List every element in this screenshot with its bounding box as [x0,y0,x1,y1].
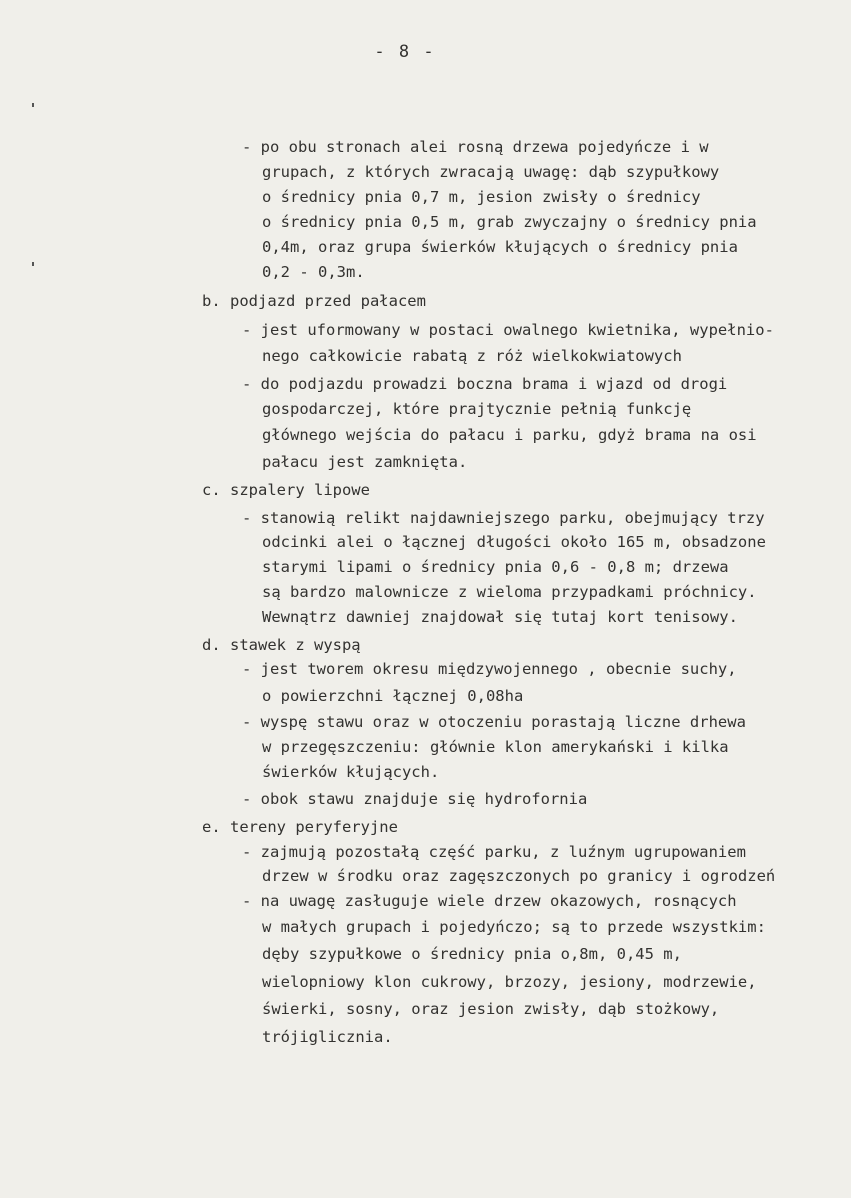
page-number: - 8 - [374,42,436,62]
section-heading: c. szpalery lipowe [202,481,370,499]
text-line: 0,4m, oraz grupa świerków kłujących o średnicy pnia [262,238,738,256]
text-line: - stanowią relikt najdawniejszego parku, obejmujący trzy [242,509,765,527]
text-line: - obok stawu znajduje się hydrofornia [242,790,588,808]
text-line: gospodarczej, które prajtycznie pełnią funkcję [262,400,692,418]
section-heading: d. stawek z wyspą [202,636,361,654]
text-line: o powierzchni łącznej 0,08ha [262,687,524,705]
text-line: - wyspę stawu oraz w otoczeniu porastają liczne drhewa [242,713,746,731]
text-line: nego całkowicie rabatą z róż wielkokwiatowych [262,347,682,365]
text-line: drzew w środku oraz zagęszczonych po granicy i ogrodzeń [262,867,776,885]
text-line: świerki, sosny, oraz jesion zwisły, dąb stożkowy, [262,1000,720,1018]
text-line: w przegęszczeniu: głównie klon amerykański i kilka [262,738,729,756]
text-line: o średnicy pnia 0,7 m, jesion zwisły o średnicy [262,188,701,206]
text-line: odcinki alei o łącznej długości około 165 m, obsadzone [262,533,766,551]
margin-mark [32,262,34,266]
text-line: dęby szypułkowe o średnicy pnia o,8m, 0,45 m, [262,945,682,963]
text-line: w małych grupach i pojedyńczo; są to przede wszystkim: [262,918,766,936]
text-line: 0,2 - 0,3m. [262,263,365,281]
text-line: głównego wejścia do pałacu i parku, gdyż brama na osi [262,426,757,444]
text-line: - do podjazdu prowadzi boczna brama i wjazd od drogi [242,375,728,393]
text-line: Wewnątrz dawniej znajdował się tutaj kort tenisowy. [262,608,738,626]
text-line: grupach, z których zwracają uwagę: dąb szypułkowy [262,163,720,181]
text-line: wielopniowy klon cukrowy, brzozy, jesiony, modrzewie, [262,973,757,991]
text-line: są bardzo malownicze z wieloma przypadkami próchnicy. [262,583,757,601]
margin-mark [32,103,34,107]
section-heading: b. podjazd przed pałacem [202,292,426,310]
text-line: - po obu stronach alei rosną drzewa pojedyńcze i w [242,138,709,156]
text-line: starymi lipami o średnicy pnia 0,6 - 0,8 m; drzewa [262,558,729,576]
text-line: pałacu jest zamknięta. [262,453,468,471]
text-line: - jest uformowany w postaci owalnego kwietnika, wypełnio- [242,321,774,339]
text-line: - na uwagę zasługuje wiele drzew okazowych, rosnących [242,892,737,910]
text-line: - jest tworem okresu międzywojennego , obecnie suchy, [242,660,737,678]
text-line: świerków kłujących. [262,763,440,781]
text-line: trójiglicznia. [262,1028,393,1046]
text-line: - zajmują pozostałą część parku, z luźnym ugrupowaniem [242,843,746,861]
text-line: o średnicy pnia 0,5 m, grab zwyczajny o średnicy pnia [262,213,757,231]
section-heading: e. tereny peryferyjne [202,818,398,836]
